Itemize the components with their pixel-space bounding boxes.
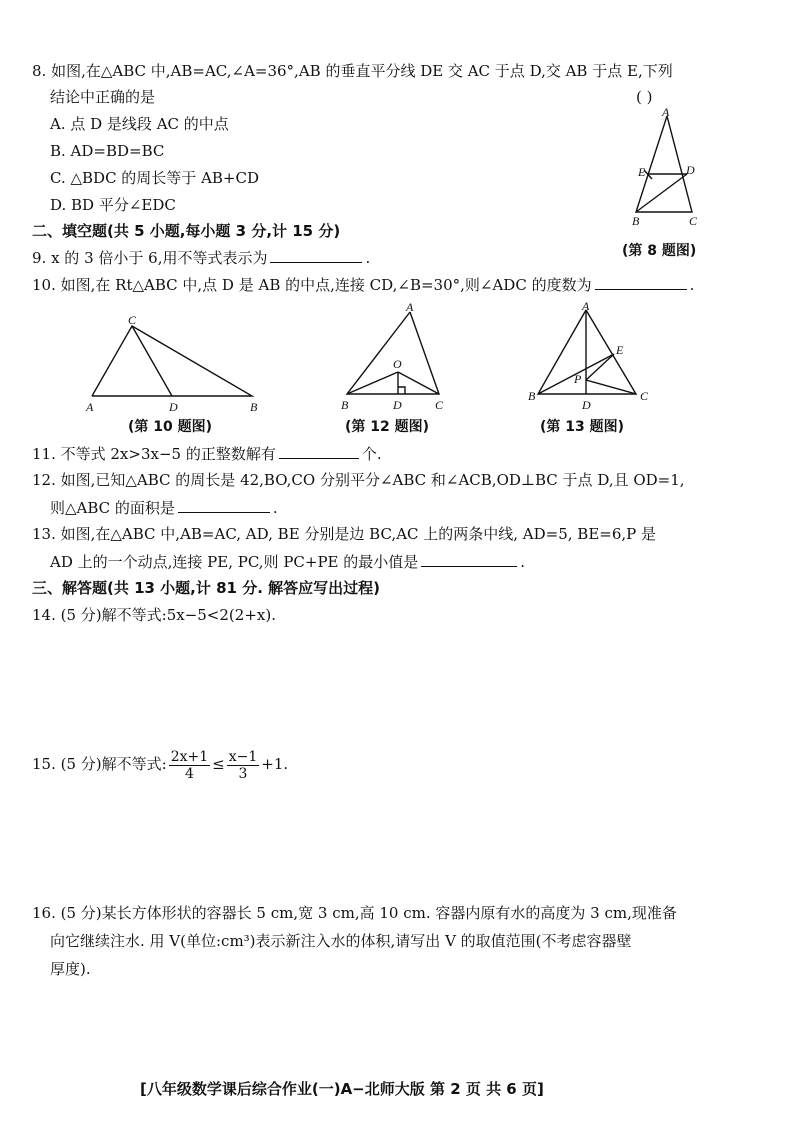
section-3-heading: 三、解答题(共 13 小题,计 81 分. 解答应写出过程) [32, 579, 380, 597]
q15-fraction-left [169, 749, 210, 782]
fig10-caption: (第 10 题图) [128, 419, 213, 435]
q15-num-right: x−1 [228, 748, 258, 765]
fig8-caption: (第 8 题图) [622, 243, 697, 259]
q8-option-d: D. BD 平分∠EDC [50, 196, 176, 214]
f10-label-c: C [128, 313, 137, 327]
q14-answer-area[interactable] [32, 630, 762, 730]
q8-option-b: B. AD=BD=BC [50, 142, 165, 160]
q8-stem-line2: 结论中正确的是 [50, 88, 156, 106]
f8-label-d: D [686, 163, 695, 177]
q10 [32, 273, 694, 296]
q15-answer-area[interactable] [32, 790, 762, 890]
q12-line1: 12. 如图,已知△ABC 的周长是 42,BO,CO 分别平分∠ABC 和∠ACB,OD⊥BC 于点 D,且 OD=1, [32, 471, 685, 489]
q15-num-left: 2x+1 [170, 748, 209, 765]
q12-text: 则△ABC 的面积是 [50, 499, 175, 517]
q11 [32, 442, 382, 465]
f8-label-a: A [662, 108, 670, 119]
f8-label-c: C [689, 214, 698, 228]
q16-line2: 向它继续注水. 用 V(单位:cm³)表示新注入水的体积,请写出 V 的取值范围(不考虑容器壁 [50, 932, 632, 950]
figure-10 [80, 310, 270, 415]
q12-line2 [50, 496, 278, 519]
q8-stem-line1: 8. 如图,在△ABC 中,AB=AC,∠A=36°,AB 的垂直平分线 DE 交 AC 于点 D,交 AB 于点 E,下列 [32, 62, 673, 80]
figure-13 [522, 300, 662, 415]
figure-12 [335, 300, 455, 415]
q9-answer-blank[interactable] [270, 246, 362, 263]
q15-text: 15. (5 分)解不等式: [32, 755, 167, 773]
f12-label-o: O [393, 357, 402, 371]
f8-label-b: B [632, 214, 640, 228]
f13-label-a: A [582, 300, 590, 313]
q15-den-right: 3 [238, 765, 248, 782]
q15-tail: +1. [261, 755, 289, 773]
f12-label-b: B [341, 398, 349, 412]
f12-label-d: D [393, 398, 402, 412]
q10-text: 10. 如图,在 Rt△ABC 中,点 D 是 AB 的中点,连接 CD,∠B=30°,则∠ADC 的度数为 [32, 276, 592, 294]
page-footer: [八年级数学课后综合作业(一)A−北师大版 第 2 页 共 6 页] [140, 1080, 544, 1098]
q9-period: . [365, 249, 371, 267]
q13-line1: 13. 如图,在△ABC 中,AB=AC, AD, BE 分别是边 BC,AC 上的两条中线, AD=5, BE=6,P 是 [32, 525, 657, 543]
q10-answer-blank[interactable] [595, 273, 687, 290]
q15-le-sign: ≤ [212, 755, 225, 773]
f13-label-p: P [574, 372, 582, 386]
q9 [32, 246, 370, 269]
q9-text: 9. x 的 3 倍小于 6,用不等式表示为 [32, 249, 268, 267]
f12-label-a: A [406, 300, 414, 314]
fig12-caption: (第 12 题图) [345, 419, 430, 435]
q12-period: . [272, 499, 278, 517]
f13-label-c: C [640, 389, 649, 403]
q10-period: . [689, 276, 695, 294]
f13-label-b: B [528, 389, 536, 403]
f13-label-e: E [616, 343, 624, 357]
fig13-caption: (第 13 题图) [540, 419, 625, 435]
f10-label-a: A [86, 400, 94, 414]
q14: 14. (5 分)解不等式:5x−5<2(2+x). [32, 606, 276, 624]
q15 [32, 746, 288, 782]
q8-option-a: A. 点 D 是线段 AC 的中点 [50, 115, 229, 133]
q8-answer-paren: ( ) [636, 88, 653, 106]
f10-label-b: B [250, 400, 258, 414]
q13-answer-blank[interactable] [421, 550, 517, 567]
q16-answer-area[interactable] [32, 985, 762, 1065]
q11-unit: 个. [361, 445, 382, 463]
q13-text: AD 上的一个动点,连接 PE, PC,则 PC+PE 的最小值是 [50, 553, 419, 571]
q12-answer-blank[interactable] [178, 496, 270, 513]
q13-period: . [520, 553, 526, 571]
section-2-heading: 二、填空题(共 5 小题,每小题 3 分,计 15 分) [32, 222, 341, 240]
q15-den-left: 4 [184, 765, 194, 782]
q15-fraction-right [227, 749, 260, 782]
q11-answer-blank[interactable] [279, 442, 359, 459]
f10-label-d: D [169, 400, 178, 414]
f12-label-c: C [435, 398, 444, 412]
q11-text: 11. 不等式 2x>3x−5 的正整数解有 [32, 445, 276, 463]
q16-line1: 16. (5 分)某长方体形状的容器长 5 cm,宽 3 cm,高 10 cm. 容器内原有水的高度为 3 cm,现准备 [32, 904, 677, 922]
q13-line2 [50, 550, 525, 573]
figure-8 [620, 108, 710, 238]
f13-label-d: D [582, 398, 591, 412]
q8-option-c: C. △BDC 的周长等于 AB+CD [50, 169, 260, 187]
f8-label-e: E [638, 165, 646, 179]
q16-line3: 厚度). [50, 960, 91, 978]
